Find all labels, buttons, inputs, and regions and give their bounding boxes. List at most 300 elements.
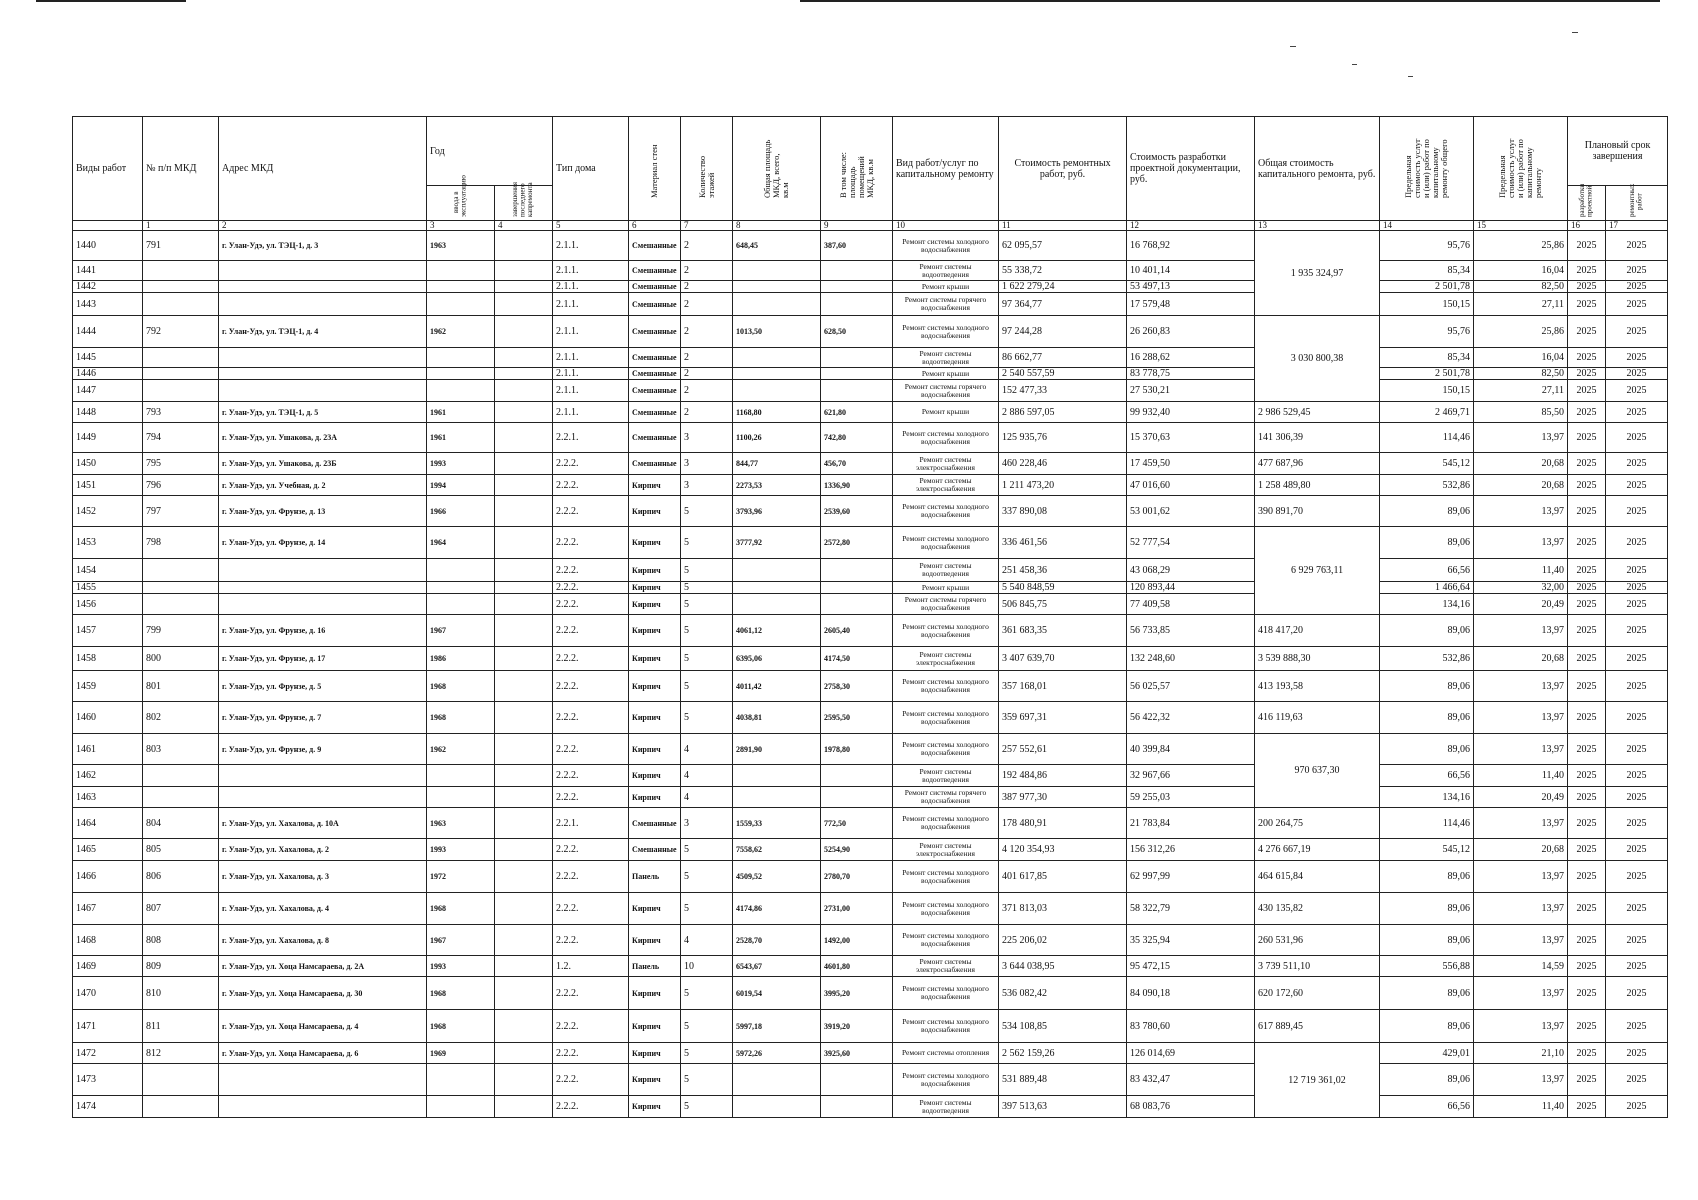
cell-planned-repair-year: 2025 (1606, 1096, 1668, 1118)
top-rule-right (800, 0, 1660, 2)
cell-wall-material: Кирпич (629, 734, 681, 765)
cell-floors: 5 (681, 1096, 733, 1118)
cell-floors: 5 (681, 839, 733, 861)
cell-design-cost: 32 967,66 (1127, 765, 1255, 787)
cell-work-id: 1471 (73, 1010, 143, 1043)
cell-limit-cost-2: 13,97 (1474, 893, 1568, 925)
cell-limit-cost-2: 32,00 (1474, 582, 1568, 594)
cell-design-cost: 26 260,83 (1127, 316, 1255, 348)
scan-mark (1408, 76, 1413, 77)
cell-planned-repair-year: 2025 (1606, 839, 1668, 861)
cell-design-cost: 53 497,13 (1127, 281, 1255, 293)
cell-floors: 4 (681, 925, 733, 956)
cell-wall-material: Смешанные (629, 402, 681, 423)
cell-premises-area: 742,80 (821, 423, 893, 453)
cell-repair-cost: 251 458,36 (999, 559, 1127, 582)
table-row (73, 527, 1668, 559)
cell-repair-cost: 531 889,48 (999, 1064, 1127, 1096)
column-number: 3 (427, 221, 495, 231)
cell-address: г. Улан-Удэ, ул. Хоца Намсараева, д. 6 (219, 1043, 427, 1064)
cell-repair-cost: 2 886 597,05 (999, 402, 1127, 423)
cell-house-type: 2.2.2. (553, 527, 629, 559)
cell-planned-repair-year: 2025 (1606, 496, 1668, 527)
cell-year-commissioned (427, 380, 495, 402)
cell-limit-cost-2: 27,11 (1474, 293, 1568, 316)
cell-repair-cost: 361 683,35 (999, 615, 1127, 647)
cell-limit-cost-1: 134,16 (1380, 594, 1474, 615)
cell-floors: 2 (681, 293, 733, 316)
cell-year-last-repair (495, 808, 553, 839)
cell-work-kind: Ремонт системы холодного водоснабжения (893, 423, 999, 453)
cell-year-commissioned (427, 293, 495, 316)
cell-year-commissioned (427, 281, 495, 293)
cell-address: г. Улан-Удэ, ул. Фрунзе, д. 13 (219, 496, 427, 527)
column-number: 15 (1474, 221, 1568, 231)
cell-planned-repair-year: 2025 (1606, 594, 1668, 615)
cell-year-last-repair (495, 402, 553, 423)
cell-planned-design-year: 2025 (1568, 734, 1606, 765)
cell-planned-design-year: 2025 (1568, 765, 1606, 787)
cell-limit-cost-2: 27,11 (1474, 380, 1568, 402)
cell-planned-repair-year: 2025 (1606, 1064, 1668, 1096)
cell-mkd-no: 810 (143, 977, 219, 1010)
cell-year-last-repair (495, 423, 553, 453)
cell-total-area (733, 559, 821, 582)
cell-repair-cost: 178 480,91 (999, 808, 1127, 839)
cell-wall-material: Кирпич (629, 787, 681, 808)
table-row (73, 475, 1668, 496)
cell-address: г. Улан-Удэ, ул. Ушакова, д. 23А (219, 423, 427, 453)
column-number: 9 (821, 221, 893, 231)
cell-year-last-repair (495, 787, 553, 808)
cell-premises-area (821, 787, 893, 808)
cell-design-cost: 77 409,58 (1127, 594, 1255, 615)
cell-year-last-repair (495, 453, 553, 475)
cell-work-kind: Ремонт системы водоотведения (893, 348, 999, 368)
cell-address (219, 348, 427, 368)
cell-work-id: 1446 (73, 368, 143, 380)
cell-premises-area: 2595,50 (821, 702, 893, 734)
cell-limit-cost-1: 89,06 (1380, 734, 1474, 765)
cell-design-cost: 35 325,94 (1127, 925, 1255, 956)
column-number: 6 (629, 221, 681, 231)
column-number: 13 (1255, 221, 1380, 231)
cell-planned-design-year: 2025 (1568, 1010, 1606, 1043)
cell-total-cost: 200 264,75 (1255, 808, 1380, 839)
cell-address: г. Улан-Удэ, ул. Фрунзе, д. 14 (219, 527, 427, 559)
cell-total-area (733, 281, 821, 293)
cell-floors: 3 (681, 808, 733, 839)
cell-total-cost: 620 172,60 (1255, 977, 1380, 1010)
cell-limit-cost-2: 13,97 (1474, 861, 1568, 893)
cell-mkd-no (143, 1064, 219, 1096)
cell-address: г. Улан-Удэ, ул. Фрунзе, д. 9 (219, 734, 427, 765)
cell-planned-repair-year: 2025 (1606, 453, 1668, 475)
header-total-cost: Общая стоимость капитального ремонта, руб. (1255, 117, 1380, 221)
cell-design-cost: 47 016,60 (1127, 475, 1255, 496)
cell-total-area: 1559,33 (733, 808, 821, 839)
cell-floors: 4 (681, 765, 733, 787)
cell-total-area: 6395,06 (733, 647, 821, 671)
cell-limit-cost-1: 95,76 (1380, 316, 1474, 348)
cell-total-cost-merged: 6 929 763,11 (1255, 527, 1380, 615)
cell-house-type: 2.1.1. (553, 402, 629, 423)
cell-limit-cost-1: 532,86 (1380, 647, 1474, 671)
cell-work-id: 1464 (73, 808, 143, 839)
cell-mkd-no: 811 (143, 1010, 219, 1043)
cell-year-commissioned: 1968 (427, 893, 495, 925)
cell-house-type: 2.2.2. (553, 475, 629, 496)
cell-floors: 3 (681, 423, 733, 453)
cell-mkd-no: 807 (143, 893, 219, 925)
cell-wall-material: Кирпич (629, 702, 681, 734)
cell-repair-cost: 371 813,03 (999, 893, 1127, 925)
cell-mkd-no (143, 1096, 219, 1118)
cell-work-kind: Ремонт системы водоотведения (893, 559, 999, 582)
cell-house-type: 2.1.1. (553, 261, 629, 281)
cell-house-type: 2.1.1. (553, 293, 629, 316)
cell-planned-repair-year: 2025 (1606, 402, 1668, 423)
cell-total-cost: 413 193,58 (1255, 671, 1380, 702)
cell-floors: 5 (681, 702, 733, 734)
cell-house-type: 2.1.1. (553, 281, 629, 293)
cell-floors: 10 (681, 956, 733, 977)
cell-design-cost: 56 422,32 (1127, 702, 1255, 734)
cell-total-cost: 477 687,96 (1255, 453, 1380, 475)
cell-wall-material: Кирпич (629, 647, 681, 671)
cell-floors: 5 (681, 582, 733, 594)
table-row (73, 808, 1668, 839)
cell-limit-cost-1: 89,06 (1380, 1064, 1474, 1096)
cell-repair-cost: 5 540 848,59 (999, 582, 1127, 594)
cell-limit-cost-1: 89,06 (1380, 925, 1474, 956)
cell-house-type: 2.2.2. (553, 671, 629, 702)
cell-floors: 2 (681, 261, 733, 281)
cell-house-type: 2.2.2. (553, 787, 629, 808)
capital-repair-table-page (72, 116, 1667, 1118)
cell-limit-cost-2: 13,97 (1474, 808, 1568, 839)
cell-wall-material: Смешанные (629, 839, 681, 861)
column-number: 14 (1380, 221, 1474, 231)
cell-premises-area: 2605,40 (821, 615, 893, 647)
cell-work-id: 1467 (73, 893, 143, 925)
cell-design-cost: 84 090,18 (1127, 977, 1255, 1010)
cell-total-cost-merged: 3 030 800,38 (1255, 316, 1380, 402)
cell-wall-material: Кирпич (629, 893, 681, 925)
cell-address (219, 368, 427, 380)
cell-year-commissioned: 1961 (427, 402, 495, 423)
cell-planned-repair-year: 2025 (1606, 702, 1668, 734)
header-floors: Количество этажей (681, 117, 733, 221)
cell-address (219, 380, 427, 402)
cell-mkd-no: 804 (143, 808, 219, 839)
cell-total-area: 1100,26 (733, 423, 821, 453)
scan-mark (1572, 32, 1578, 33)
cell-limit-cost-2: 82,50 (1474, 281, 1568, 293)
cell-planned-design-year: 2025 (1568, 261, 1606, 281)
cell-work-id: 1450 (73, 453, 143, 475)
cell-repair-cost: 152 477,33 (999, 380, 1127, 402)
cell-work-id: 1469 (73, 956, 143, 977)
cell-repair-cost: 460 228,46 (999, 453, 1127, 475)
cell-planned-design-year: 2025 (1568, 582, 1606, 594)
cell-design-cost: 17 579,48 (1127, 293, 1255, 316)
cell-planned-design-year: 2025 (1568, 702, 1606, 734)
cell-limit-cost-1: 545,12 (1380, 839, 1474, 861)
cell-address: г. Улан-Удэ, ул. Хахалова, д. 8 (219, 925, 427, 956)
cell-year-commissioned: 1963 (427, 808, 495, 839)
cell-work-id: 1448 (73, 402, 143, 423)
cell-total-area (733, 293, 821, 316)
cell-year-last-repair (495, 293, 553, 316)
cell-floors: 2 (681, 316, 733, 348)
cell-wall-material: Кирпич (629, 1043, 681, 1064)
cell-total-area: 5997,18 (733, 1010, 821, 1043)
cell-year-last-repair (495, 231, 553, 261)
cell-year-last-repair (495, 1096, 553, 1118)
cell-mkd-no (143, 368, 219, 380)
cell-total-cost: 416 119,63 (1255, 702, 1380, 734)
cell-planned-design-year: 2025 (1568, 293, 1606, 316)
cell-work-id: 1457 (73, 615, 143, 647)
cell-house-type: 2.2.2. (553, 496, 629, 527)
cell-work-id: 1454 (73, 559, 143, 582)
cell-planned-design-year: 2025 (1568, 527, 1606, 559)
cell-work-id: 1458 (73, 647, 143, 671)
table-row (73, 977, 1668, 1010)
cell-limit-cost-2: 20,68 (1474, 839, 1568, 861)
column-number (73, 221, 143, 231)
cell-repair-cost: 257 552,61 (999, 734, 1127, 765)
cell-planned-design-year: 2025 (1568, 808, 1606, 839)
cell-repair-cost: 359 697,31 (999, 702, 1127, 734)
cell-limit-cost-1: 556,88 (1380, 956, 1474, 977)
cell-design-cost: 99 932,40 (1127, 402, 1255, 423)
cell-repair-cost: 2 562 159,26 (999, 1043, 1127, 1064)
cell-floors: 4 (681, 734, 733, 765)
cell-year-commissioned (427, 1064, 495, 1096)
cell-year-last-repair (495, 1043, 553, 1064)
cell-limit-cost-1: 150,15 (1380, 380, 1474, 402)
table-row (73, 402, 1668, 423)
cell-work-kind: Ремонт системы холодного водоснабжения (893, 734, 999, 765)
cell-wall-material: Кирпич (629, 1064, 681, 1096)
cell-wall-material: Смешанные (629, 348, 681, 368)
cell-year-last-repair (495, 702, 553, 734)
cell-repair-cost: 97 244,28 (999, 316, 1127, 348)
cell-year-commissioned: 1966 (427, 496, 495, 527)
cell-year-commissioned: 1961 (427, 423, 495, 453)
header-total-area: Общая площадь МКД, всего, кв.м (733, 117, 821, 221)
column-number: 17 (1606, 221, 1668, 231)
cell-total-area: 3793,96 (733, 496, 821, 527)
cell-floors: 2 (681, 402, 733, 423)
cell-limit-cost-1: 89,06 (1380, 615, 1474, 647)
cell-limit-cost-2: 11,40 (1474, 559, 1568, 582)
cell-house-type: 2.1.1. (553, 368, 629, 380)
cell-year-commissioned: 1968 (427, 1010, 495, 1043)
cell-planned-repair-year: 2025 (1606, 559, 1668, 582)
cell-address: г. Улан-Удэ, ул. Хахалова, д. 4 (219, 893, 427, 925)
cell-premises-area (821, 281, 893, 293)
cell-work-kind: Ремонт системы горячего водоснабжения (893, 787, 999, 808)
cell-planned-design-year: 2025 (1568, 839, 1606, 861)
cell-repair-cost: 192 484,86 (999, 765, 1127, 787)
cell-premises-area (821, 582, 893, 594)
cell-total-cost: 464 615,84 (1255, 861, 1380, 893)
cell-repair-cost: 336 461,56 (999, 527, 1127, 559)
cell-limit-cost-2: 13,97 (1474, 423, 1568, 453)
cell-year-last-repair (495, 348, 553, 368)
cell-limit-cost-1: 66,56 (1380, 765, 1474, 787)
table-row (73, 293, 1668, 316)
cell-mkd-no (143, 594, 219, 615)
cell-year-commissioned: 1964 (427, 527, 495, 559)
cell-premises-area: 3925,60 (821, 1043, 893, 1064)
cell-limit-cost-2: 20,68 (1474, 647, 1568, 671)
cell-address (219, 281, 427, 293)
cell-mkd-no: 797 (143, 496, 219, 527)
cell-work-id: 1462 (73, 765, 143, 787)
cell-limit-cost-2: 13,97 (1474, 615, 1568, 647)
cell-house-type: 2.2.2. (553, 734, 629, 765)
cell-wall-material: Кирпич (629, 671, 681, 702)
cell-total-area: 6019,54 (733, 977, 821, 1010)
cell-planned-repair-year: 2025 (1606, 293, 1668, 316)
cell-work-kind: Ремонт системы электроснабжения (893, 839, 999, 861)
table-row (73, 765, 1668, 787)
cell-repair-cost: 387 977,30 (999, 787, 1127, 808)
cell-limit-cost-2: 16,04 (1474, 261, 1568, 281)
cell-planned-design-year: 2025 (1568, 231, 1606, 261)
cell-limit-cost-2: 82,50 (1474, 368, 1568, 380)
cell-limit-cost-2: 20,49 (1474, 787, 1568, 808)
header-repair-cost: Стоимость ремонтных работ, руб. (999, 117, 1127, 221)
cell-design-cost: 83 432,47 (1127, 1064, 1255, 1096)
cell-total-area: 648,45 (733, 231, 821, 261)
cell-repair-cost: 3 407 639,70 (999, 647, 1127, 671)
cell-floors: 5 (681, 527, 733, 559)
cell-floors: 5 (681, 647, 733, 671)
cell-premises-area (821, 594, 893, 615)
cell-year-last-repair (495, 893, 553, 925)
cell-planned-design-year: 2025 (1568, 453, 1606, 475)
cell-planned-repair-year: 2025 (1606, 787, 1668, 808)
table-row (73, 925, 1668, 956)
cell-floors: 5 (681, 496, 733, 527)
cell-floors: 5 (681, 1010, 733, 1043)
cell-wall-material: Смешанные (629, 231, 681, 261)
cell-planned-design-year: 2025 (1568, 671, 1606, 702)
cell-limit-cost-2: 13,97 (1474, 702, 1568, 734)
cell-mkd-no (143, 293, 219, 316)
cell-work-kind: Ремонт крыши (893, 368, 999, 380)
cell-mkd-no: 792 (143, 316, 219, 348)
cell-limit-cost-2: 16,04 (1474, 348, 1568, 368)
cell-premises-area (821, 261, 893, 281)
cell-repair-cost: 534 108,85 (999, 1010, 1127, 1043)
cell-limit-cost-2: 13,97 (1474, 1010, 1568, 1043)
cell-planned-repair-year: 2025 (1606, 582, 1668, 594)
cell-mkd-no: 805 (143, 839, 219, 861)
cell-year-last-repair (495, 977, 553, 1010)
cell-mkd-no: 800 (143, 647, 219, 671)
cell-limit-cost-1: 89,06 (1380, 527, 1474, 559)
cell-mkd-no: 802 (143, 702, 219, 734)
cell-wall-material: Кирпич (629, 1010, 681, 1043)
cell-address: г. Улан-Удэ, ул. ТЭЦ-1, д. 3 (219, 231, 427, 261)
cell-total-area (733, 765, 821, 787)
cell-mkd-no (143, 559, 219, 582)
cell-work-kind: Ремонт системы холодного водоснабжения (893, 925, 999, 956)
cell-year-last-repair (495, 861, 553, 893)
cell-repair-cost: 225 206,02 (999, 925, 1127, 956)
cell-work-id: 1452 (73, 496, 143, 527)
cell-planned-design-year: 2025 (1568, 316, 1606, 348)
table-row (73, 316, 1668, 348)
cell-year-last-repair (495, 671, 553, 702)
table-row (73, 582, 1668, 594)
cell-floors: 3 (681, 475, 733, 496)
cell-premises-area: 2572,80 (821, 527, 893, 559)
cell-year-last-repair (495, 1010, 553, 1043)
cell-address: г. Улан-Удэ, ул. Хахалова, д. 10А (219, 808, 427, 839)
cell-wall-material: Смешанные (629, 293, 681, 316)
table-row (73, 453, 1668, 475)
column-number: 8 (733, 221, 821, 231)
cell-total-cost-merged: 970 637,30 (1255, 734, 1380, 808)
table-row (73, 734, 1668, 765)
cell-year-last-repair (495, 839, 553, 861)
cell-wall-material: Панель (629, 956, 681, 977)
cell-repair-cost: 125 935,76 (999, 423, 1127, 453)
column-number: 5 (553, 221, 629, 231)
cell-limit-cost-1: 2 501,78 (1380, 281, 1474, 293)
cell-repair-cost: 4 120 354,93 (999, 839, 1127, 861)
cell-work-kind: Ремонт системы холодного водоснабжения (893, 1064, 999, 1096)
cell-year-commissioned (427, 594, 495, 615)
cell-total-area (733, 1064, 821, 1096)
cell-total-area (733, 368, 821, 380)
table-row (73, 1010, 1668, 1043)
header-mkd-no: № п/п МКД (143, 117, 219, 221)
cell-design-cost: 15 370,63 (1127, 423, 1255, 453)
header-year-last-repair: завершения последнего капремонта (495, 186, 553, 221)
table-row (73, 423, 1668, 453)
column-number: 1 (143, 221, 219, 231)
cell-floors: 2 (681, 368, 733, 380)
cell-total-area: 4038,81 (733, 702, 821, 734)
cell-design-cost: 68 083,76 (1127, 1096, 1255, 1118)
cell-premises-area (821, 380, 893, 402)
column-number: 4 (495, 221, 553, 231)
cell-year-commissioned: 1993 (427, 453, 495, 475)
cell-planned-repair-year: 2025 (1606, 368, 1668, 380)
cell-premises-area: 4174,50 (821, 647, 893, 671)
cell-work-kind: Ремонт системы отопления (893, 1043, 999, 1064)
cell-address: г. Улан-Удэ, ул. Ушакова, д. 23Б (219, 453, 427, 475)
table-row (73, 1096, 1668, 1118)
cell-total-area: 1013,50 (733, 316, 821, 348)
cell-year-last-repair (495, 594, 553, 615)
cell-premises-area (821, 293, 893, 316)
cell-year-commissioned (427, 261, 495, 281)
cell-design-cost: 27 530,21 (1127, 380, 1255, 402)
cell-total-area: 7558,62 (733, 839, 821, 861)
cell-wall-material: Смешанные (629, 453, 681, 475)
table-row (73, 647, 1668, 671)
cell-repair-cost: 357 168,01 (999, 671, 1127, 702)
